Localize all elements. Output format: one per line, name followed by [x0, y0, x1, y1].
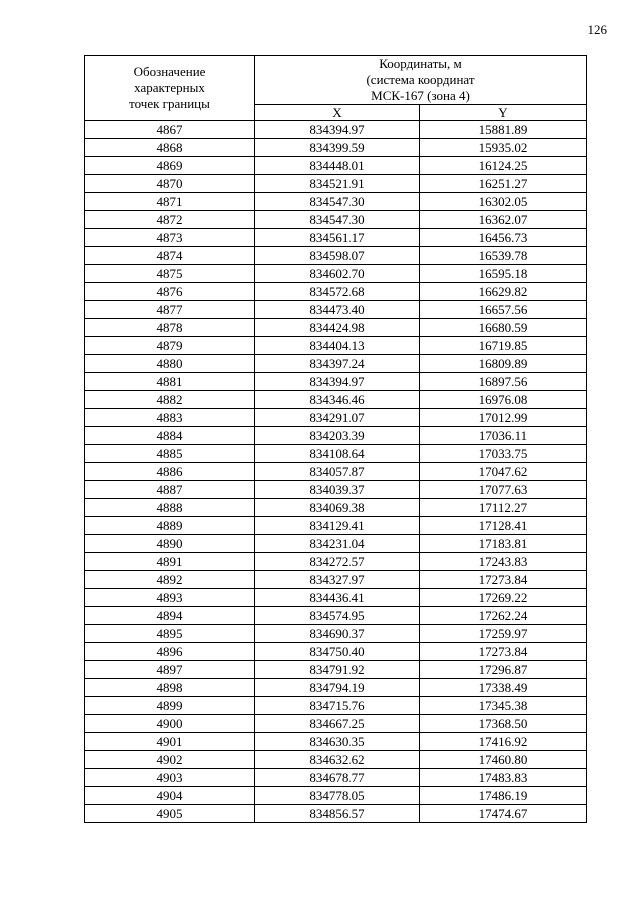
y-coordinate-cell: 16657.56 [420, 301, 587, 319]
table-row [85, 697, 587, 715]
point-cell: 4879 [85, 337, 255, 355]
x-coordinate-cell: 834602.70 [255, 265, 420, 283]
x-coordinate-cell: 834750.40 [255, 643, 420, 661]
y-coordinate-cell: 16539.78 [420, 247, 587, 265]
y-coordinate-cell: 16809.89 [420, 355, 587, 373]
coordinates-header [255, 56, 587, 105]
point-cell: 4868 [85, 139, 255, 157]
point-cell: 4876 [85, 283, 255, 301]
table-row [85, 229, 587, 247]
x-coordinate-cell: 834630.35 [255, 733, 420, 751]
point-designation-header-line-2: характерных [134, 80, 205, 95]
point-cell: 4893 [85, 589, 255, 607]
y-coordinate-cell: 16976.08 [420, 391, 587, 409]
point-cell: 4895 [85, 625, 255, 643]
x-coordinate-cell: 834667.25 [255, 715, 420, 733]
x-coordinate-cell: 834778.05 [255, 787, 420, 805]
x-coordinate-cell: 834108.64 [255, 445, 420, 463]
table-body [85, 121, 587, 823]
table-row [85, 121, 587, 139]
y-coordinate-cell: 17483.83 [420, 769, 587, 787]
y-coordinate-cell: 17012.99 [420, 409, 587, 427]
point-cell: 4872 [85, 211, 255, 229]
x-coordinate-cell: 834399.59 [255, 139, 420, 157]
table-row [85, 373, 587, 391]
x-coordinate-cell: 834397.24 [255, 355, 420, 373]
point-cell: 4894 [85, 607, 255, 625]
point-cell: 4878 [85, 319, 255, 337]
point-cell: 4898 [85, 679, 255, 697]
y-coordinate-cell: 16456.73 [420, 229, 587, 247]
y-coordinate-cell: 17474.67 [420, 805, 587, 823]
point-designation-header-line-3: точек границы [129, 96, 210, 111]
y-coordinate-cell: 17273.84 [420, 643, 587, 661]
point-cell: 4874 [85, 247, 255, 265]
y-coordinate-cell: 17183.81 [420, 535, 587, 553]
y-coordinate-cell: 16302.05 [420, 193, 587, 211]
y-coordinate-cell: 15935.02 [420, 139, 587, 157]
table-row [85, 733, 587, 751]
table-row [85, 445, 587, 463]
x-coordinate-cell: 834690.37 [255, 625, 420, 643]
x-coordinate-cell: 834069.38 [255, 499, 420, 517]
y-coordinate-cell: 17486.19 [420, 787, 587, 805]
x-coordinate-cell: 834632.62 [255, 751, 420, 769]
point-cell: 4867 [85, 121, 255, 139]
table-row [85, 715, 587, 733]
y-coordinate-cell: 17259.97 [420, 625, 587, 643]
table-row [85, 247, 587, 265]
y-coordinate-cell: 17047.62 [420, 463, 587, 481]
x-coordinate-cell: 834436.41 [255, 589, 420, 607]
point-cell: 4890 [85, 535, 255, 553]
point-cell: 4871 [85, 193, 255, 211]
table-row [85, 463, 587, 481]
point-cell: 4889 [85, 517, 255, 535]
table-row [85, 679, 587, 697]
y-coordinate-cell: 17273.84 [420, 571, 587, 589]
point-cell: 4880 [85, 355, 255, 373]
x-coordinate-cell: 834572.68 [255, 283, 420, 301]
y-coordinate-cell: 17269.22 [420, 589, 587, 607]
coordinates-header-line-3: МСК-167 (зона 4) [371, 88, 470, 103]
point-cell: 4897 [85, 661, 255, 679]
coordinates-table [84, 55, 587, 823]
table-row [85, 787, 587, 805]
y-column-header: Y [420, 105, 587, 121]
x-coordinate-cell: 834547.30 [255, 211, 420, 229]
x-coordinate-cell: 834561.17 [255, 229, 420, 247]
x-coordinate-cell: 834129.41 [255, 517, 420, 535]
x-coordinate-cell: 834791.92 [255, 661, 420, 679]
y-coordinate-cell: 16595.18 [420, 265, 587, 283]
x-coordinate-cell: 834039.37 [255, 481, 420, 499]
point-cell: 4882 [85, 391, 255, 409]
y-coordinate-cell: 16719.85 [420, 337, 587, 355]
x-coordinate-cell: 834272.57 [255, 553, 420, 571]
table-row [85, 805, 587, 823]
x-coordinate-cell: 834057.87 [255, 463, 420, 481]
x-coordinate-cell: 834346.46 [255, 391, 420, 409]
table-row [85, 283, 587, 301]
x-coordinate-cell: 834394.97 [255, 121, 420, 139]
table-row [85, 265, 587, 283]
y-coordinate-cell: 16897.56 [420, 373, 587, 391]
table-row [85, 571, 587, 589]
x-coordinate-cell: 834424.98 [255, 319, 420, 337]
y-coordinate-cell: 17416.92 [420, 733, 587, 751]
x-coordinate-cell: 834327.97 [255, 571, 420, 589]
point-cell: 4875 [85, 265, 255, 283]
x-column-header: X [255, 105, 420, 121]
point-designation-header-line-1: Обозначение [133, 64, 206, 79]
x-coordinate-cell: 834574.95 [255, 607, 420, 625]
table-row [85, 337, 587, 355]
x-coordinate-cell: 834794.19 [255, 679, 420, 697]
y-coordinate-cell: 17345.38 [420, 697, 587, 715]
point-cell: 4883 [85, 409, 255, 427]
table-row [85, 391, 587, 409]
coordinates-header-line-1: Координаты, м [379, 56, 462, 71]
table-row [85, 211, 587, 229]
x-coordinate-cell: 834448.01 [255, 157, 420, 175]
table-row [85, 301, 587, 319]
table-row [85, 157, 587, 175]
table-row [85, 625, 587, 643]
table-row [85, 607, 587, 625]
y-coordinate-cell: 17243.83 [420, 553, 587, 571]
point-cell: 4877 [85, 301, 255, 319]
table-row [85, 427, 587, 445]
point-cell: 4884 [85, 427, 255, 445]
x-coordinate-cell: 834203.39 [255, 427, 420, 445]
x-coordinate-cell: 834291.07 [255, 409, 420, 427]
table-row [85, 553, 587, 571]
y-coordinate-cell: 17128.41 [420, 517, 587, 535]
point-cell: 4899 [85, 697, 255, 715]
x-coordinate-cell: 834598.07 [255, 247, 420, 265]
table-row [85, 139, 587, 157]
y-coordinate-cell: 17262.24 [420, 607, 587, 625]
point-cell: 4901 [85, 733, 255, 751]
y-coordinate-cell: 16362.07 [420, 211, 587, 229]
y-coordinate-cell: 17338.49 [420, 679, 587, 697]
y-coordinate-cell: 17368.50 [420, 715, 587, 733]
table-row [85, 355, 587, 373]
y-coordinate-cell: 17460.80 [420, 751, 587, 769]
table-row [85, 481, 587, 499]
y-coordinate-cell: 16680.59 [420, 319, 587, 337]
point-cell: 4891 [85, 553, 255, 571]
point-cell: 4888 [85, 499, 255, 517]
point-cell: 4903 [85, 769, 255, 787]
y-coordinate-cell: 17033.75 [420, 445, 587, 463]
y-coordinate-cell: 17296.87 [420, 661, 587, 679]
y-coordinate-cell: 16124.25 [420, 157, 587, 175]
point-cell: 4887 [85, 481, 255, 499]
y-coordinate-cell: 17077.63 [420, 481, 587, 499]
point-cell: 4870 [85, 175, 255, 193]
coordinates-header-line-2: (система координат [366, 72, 475, 87]
table-row [85, 409, 587, 427]
point-designation-header [85, 56, 255, 121]
table-row [85, 589, 587, 607]
table-row [85, 769, 587, 787]
x-coordinate-cell: 834856.57 [255, 805, 420, 823]
y-coordinate-cell: 15881.89 [420, 121, 587, 139]
x-coordinate-cell: 834715.76 [255, 697, 420, 715]
x-coordinate-cell: 834231.04 [255, 535, 420, 553]
point-cell: 4873 [85, 229, 255, 247]
table-row [85, 661, 587, 679]
point-cell: 4886 [85, 463, 255, 481]
y-coordinate-cell: 16629.82 [420, 283, 587, 301]
table-header [85, 56, 587, 121]
point-cell: 4904 [85, 787, 255, 805]
x-coordinate-cell: 834547.30 [255, 193, 420, 211]
x-coordinate-cell: 834394.97 [255, 373, 420, 391]
table-row [85, 643, 587, 661]
table-row [85, 517, 587, 535]
point-cell: 4902 [85, 751, 255, 769]
point-cell: 4896 [85, 643, 255, 661]
table-row [85, 319, 587, 337]
point-cell: 4900 [85, 715, 255, 733]
table-row [85, 499, 587, 517]
x-coordinate-cell: 834678.77 [255, 769, 420, 787]
table-row [85, 193, 587, 211]
y-coordinate-cell: 17036.11 [420, 427, 587, 445]
page-number: 126 [587, 22, 607, 37]
point-cell: 4905 [85, 805, 255, 823]
table-row [85, 535, 587, 553]
x-coordinate-cell: 834521.91 [255, 175, 420, 193]
point-cell: 4881 [85, 373, 255, 391]
table-row [85, 175, 587, 193]
point-cell: 4885 [85, 445, 255, 463]
point-cell: 4869 [85, 157, 255, 175]
x-coordinate-cell: 834404.13 [255, 337, 420, 355]
table-row [85, 751, 587, 769]
x-coordinate-cell: 834473.40 [255, 301, 420, 319]
y-coordinate-cell: 17112.27 [420, 499, 587, 517]
point-cell: 4892 [85, 571, 255, 589]
y-coordinate-cell: 16251.27 [420, 175, 587, 193]
